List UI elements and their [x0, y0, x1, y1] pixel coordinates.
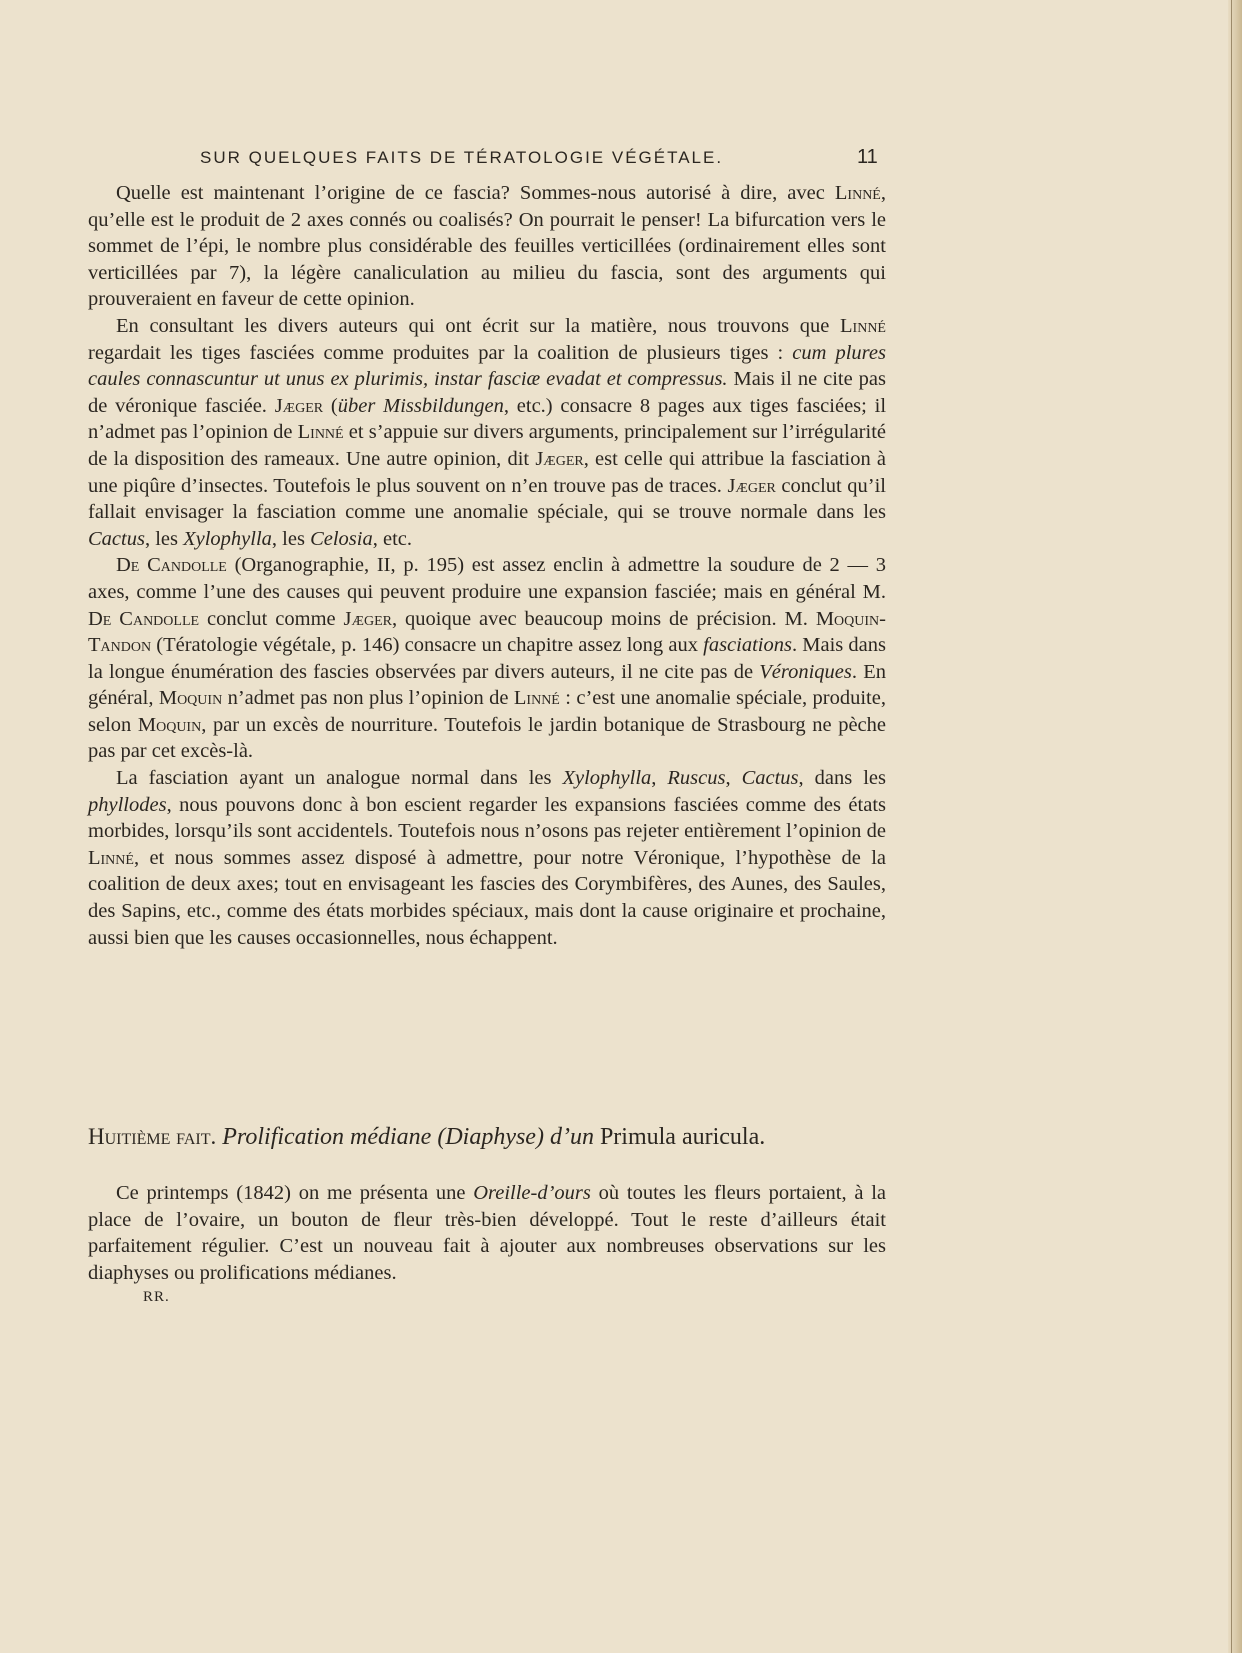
italic-term: Oreille-d’ours: [473, 1182, 591, 1204]
author-name: Jæger: [727, 474, 776, 497]
taxon: Cactus: [741, 767, 799, 790]
text: . Mais dans la longue énumération des fascies observées par divers auteurs, il ne cite pas de: [88, 634, 887, 683]
author-name: Moquin-Tandon: [88, 607, 886, 657]
text: ,: [725, 767, 742, 790]
page-number: 11: [857, 146, 878, 168]
body-text-section: [88, 1180, 886, 1286]
text: , nous pouvons donc à bon escient regarder les expansions fasciées comme des états morbides, lorsqu’ils sont accidentels. Toutefois nous n’osons pas rejeter entièrement l’opinion de: [88, 793, 886, 843]
text: ,: [651, 767, 668, 790]
paragraph-2: [88, 313, 886, 552]
author-name: Jæger: [343, 607, 392, 630]
text: (Organographie, II, p. 195) est assez enclin à admettre la soudure de 2 — 3 axes, comme l’une des causes qui peuvent produire une expansion fasciée; mais en général M.: [88, 554, 886, 603]
text: , par un excès de nourriture. Toutefois le jardin botanique de Strasbourg ne pèche pas par cet excès-là.: [88, 713, 886, 763]
taxon: Xylophylla: [562, 767, 652, 790]
text: , les: [271, 527, 311, 550]
latin-quote: cum plures caules connascuntur ut unus ex plurimis, instar fasciæ evadat et compressus.: [88, 341, 886, 391]
taxon: Ruscus: [667, 767, 726, 790]
author-name: Moquin: [137, 713, 202, 736]
taxon: Celosia: [310, 527, 373, 550]
author-name: Linné: [834, 182, 881, 204]
taxon: Cactus: [88, 527, 145, 550]
text: Mais il ne cite pas de véronique fasciée.: [88, 368, 886, 417]
author-name: Jæger: [274, 394, 324, 417]
taxon: Véroniques: [759, 660, 852, 683]
section-label: Huitième fait.: [88, 1124, 217, 1149]
text: : c’est une anomalie spéciale, produite, selon: [88, 687, 886, 736]
text: , quoique avec beaucoup moins de précision. M.: [391, 607, 816, 630]
text: et s’appuie sur divers arguments, principalement sur l’irrégularité de la disposition des rameaux. Une autre opinion, dit: [88, 421, 886, 470]
section-heading: [88, 1124, 886, 1151]
running-head-title: SUR QUELQUES FAITS DE TÉRATOLOGIE VÉGÉTALE.: [200, 148, 724, 167]
author-name: De Candolle: [116, 554, 227, 577]
body-text: [88, 180, 886, 951]
text: La fasciation ayant un analogue normal dans les: [116, 767, 563, 790]
section-title-species: Primula auricula.: [599, 1124, 766, 1150]
text: En consultant les divers auteurs qui ont écrit sur la matière, nous trouvons que: [116, 314, 841, 337]
text: , qu’elle est le produit de 2 axes connés ou coalisés? On pourrait le penser! La bifurcation vers le sommet de l’épi, le nombre plus considérable des feuilles verticillées (ordinairement elles sont verticillées par 7), la légère canaliculation au milieu du fascia, sont des arguments qui prouveraient en faveur de cette opinion.: [88, 182, 886, 311]
text: où toutes les fleurs portaient, à la place de l’ovaire, un bouton de fleur très-bien développé. Tout le reste d’ailleurs était parfaitement régulier. C’est un nouveau fait à ajouter aux nombreuses observations sur les diaphyses ou prolifications médianes.: [88, 1182, 887, 1284]
text: . En général,: [88, 660, 886, 710]
text: Ce printemps (1842) on me présenta une: [116, 1182, 474, 1204]
author-name: Linné: [840, 314, 886, 337]
text: conclut comme: [199, 607, 344, 630]
text: n’admet pas non plus l’opinion de: [222, 687, 514, 710]
text: (: [323, 394, 338, 417]
text: regardait les tiges fasciées comme produites par la coalition de plusieurs tiges :: [88, 341, 793, 364]
signature-initials: RR.: [143, 1289, 170, 1305]
author-name: Moquin: [158, 687, 223, 710]
author-name: Linné: [88, 846, 134, 869]
paragraph-3: [88, 552, 886, 765]
author-name: Linné: [297, 421, 344, 444]
taxon: Xylophylla: [183, 527, 272, 550]
book-title: über Missbildungen: [337, 394, 504, 417]
author-name: Jæger: [535, 447, 584, 470]
text: , etc.) consacre 8 pages aux tiges fasciées; il n’admet pas l’opinion de: [88, 394, 887, 444]
section-title-italic: Prolification médiane (Diaphyse) d’un: [222, 1124, 594, 1150]
text: conclut qu’il fallait envisager la fasciation comme une anomalie spéciale, qui se trouve normale dans les: [88, 474, 887, 524]
italic-term: phyllodes: [88, 793, 167, 816]
italic-term: fasciations: [703, 634, 792, 657]
text: , etc.: [372, 527, 413, 550]
text: , les: [144, 527, 184, 550]
text: , est celle qui attribue la fasciation à une piqûre d’insectes. Toutefois le plus souvent on n’en trouve pas de traces.: [88, 447, 886, 497]
text: (Tératologie végétale, p. 146) consacre un chapitre assez long aux: [151, 634, 704, 657]
page-edge-line: [1231, 0, 1232, 1653]
author-name: De Candolle: [88, 607, 200, 630]
text: Quelle est maintenant l’origine de ce fascia? Sommes-nous autorisé à dire, avec: [116, 182, 835, 204]
paragraph-1: [88, 180, 886, 313]
author-name: Linné: [513, 687, 560, 710]
text: , dans les: [798, 767, 886, 790]
text: , et nous sommes assez disposé à admettre, pour notre Véronique, l’hypothèse de la coalition de deux axes; tout en envisageant les fascies des Corymbifères, des Aunes, des Saules, des Sapins, etc., comme des états morbides spéciaux, mais dont la cause originaire et prochaine, aussi bien que les causes occasionnelles, nous échappent.: [88, 846, 886, 949]
paragraph-5: [88, 1180, 886, 1286]
paragraph-4: [88, 765, 886, 951]
